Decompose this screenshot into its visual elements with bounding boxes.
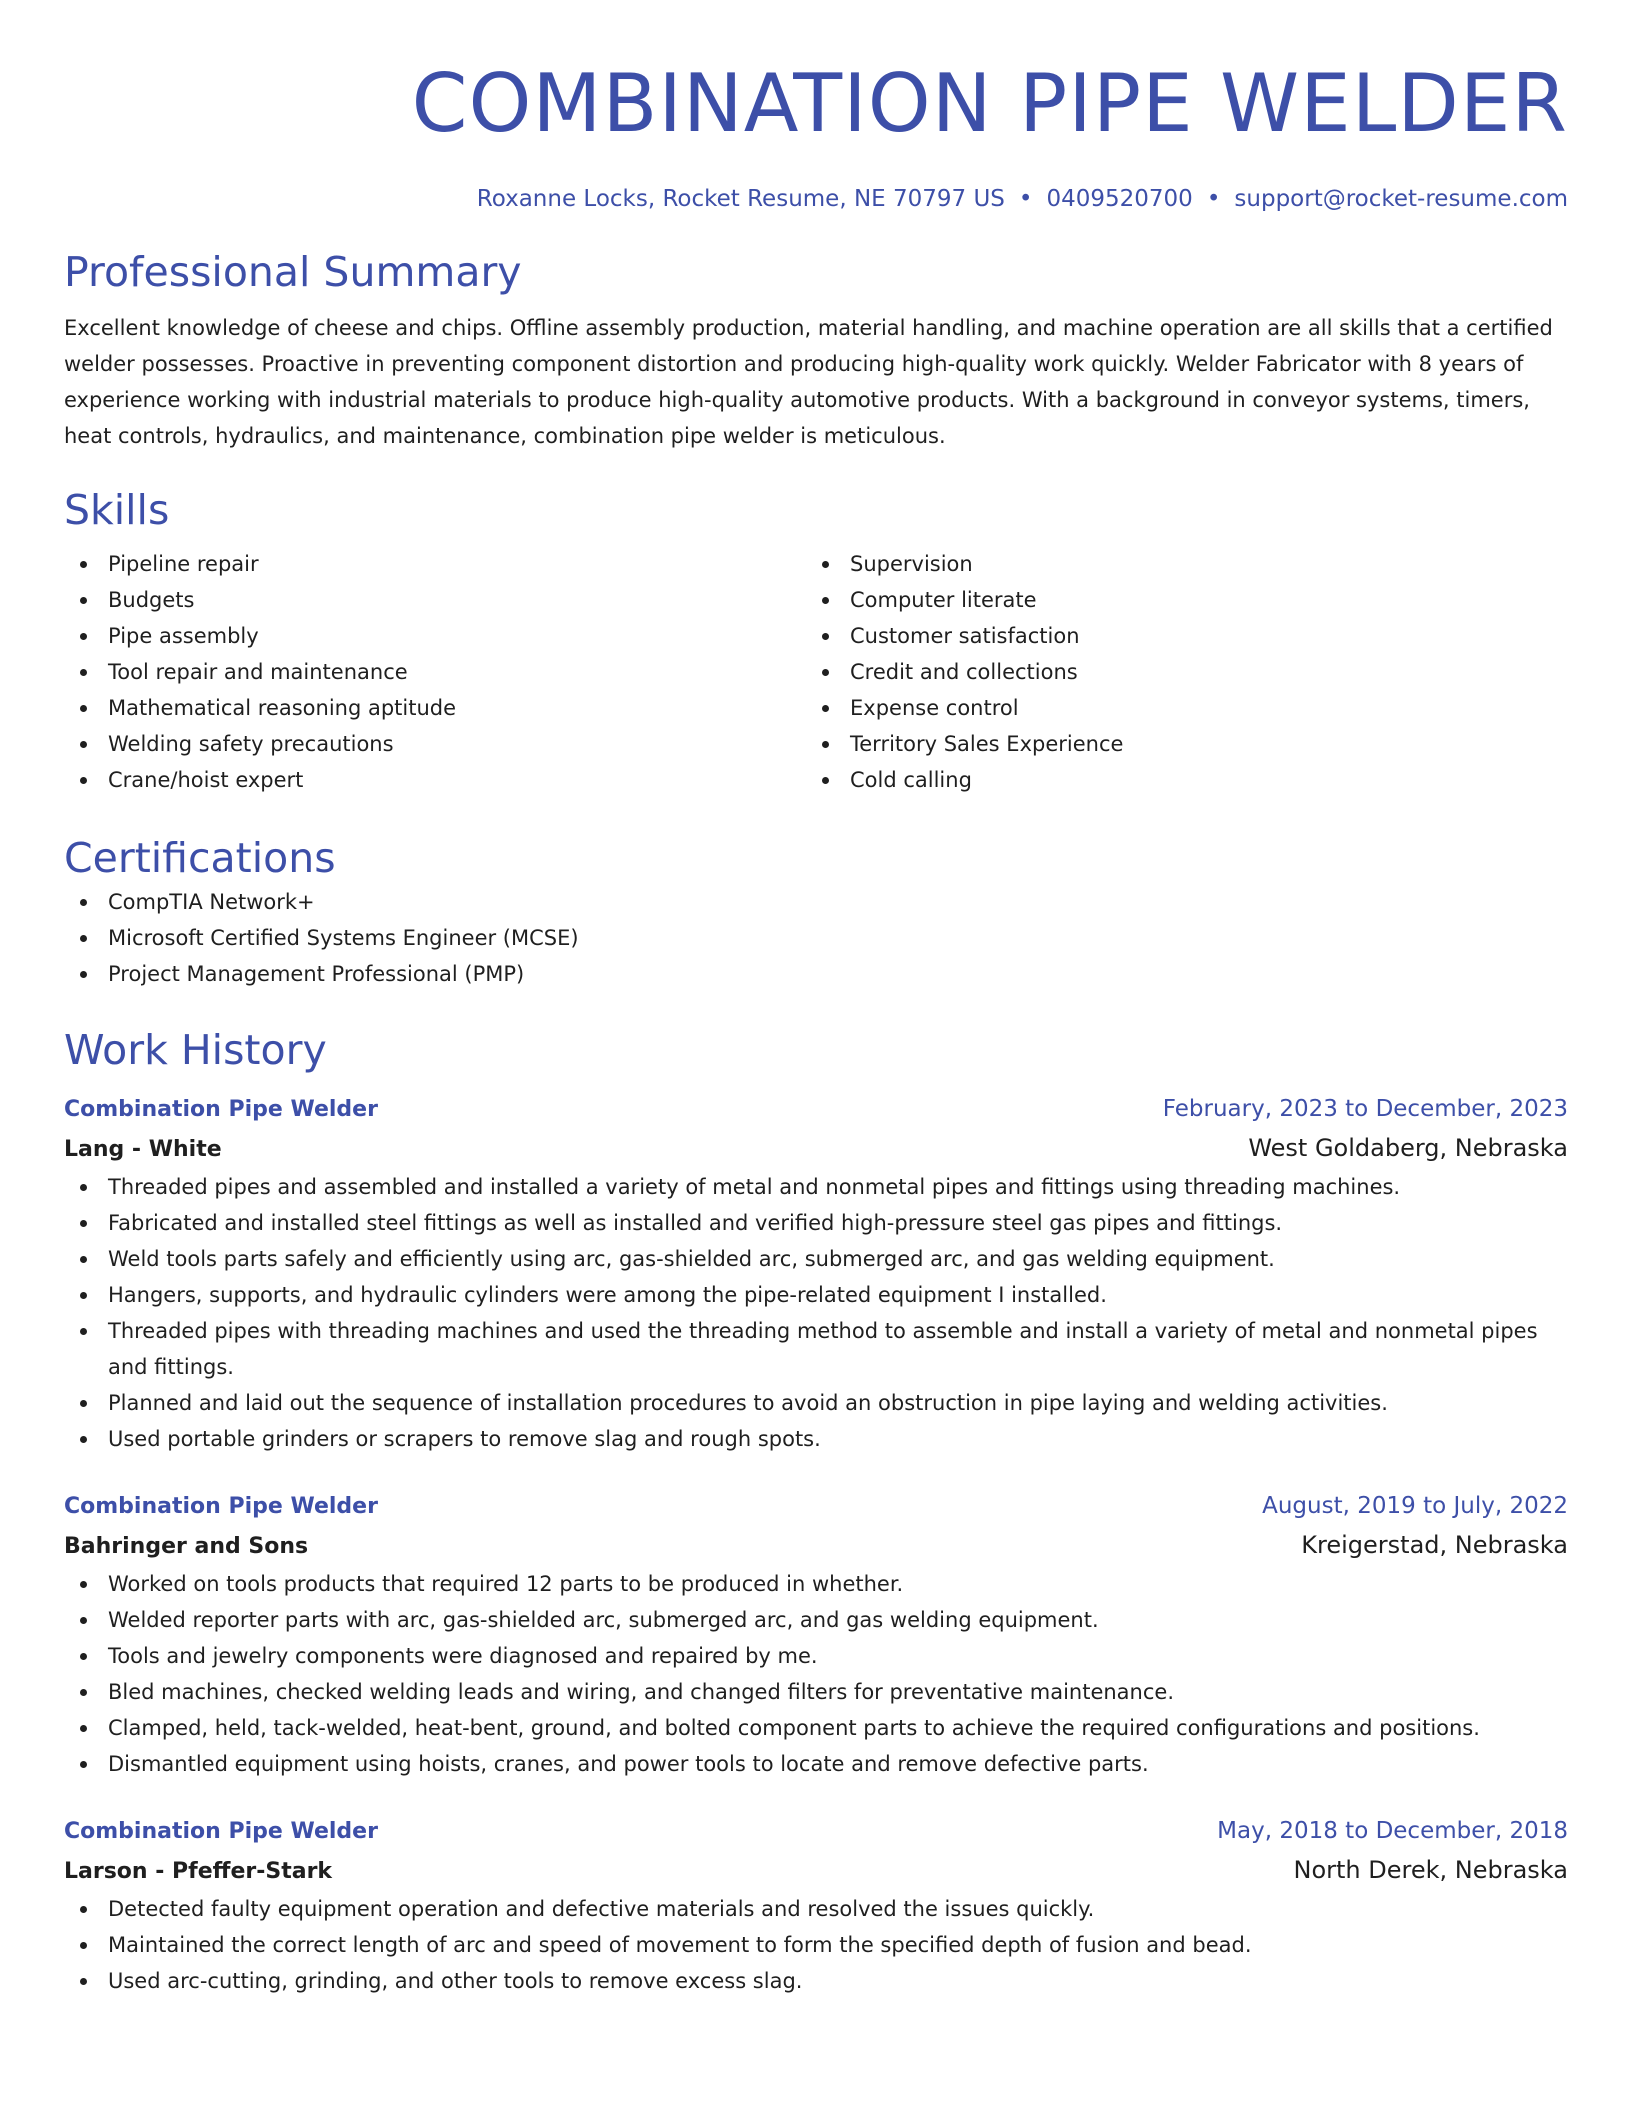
job-duties-list (64, 1891, 1568, 1999)
job-company: Lang - White (64, 1137, 222, 1162)
job-duty: Used arc-cutting, grinding, and other tools to remove excess slag. (64, 1963, 1568, 1999)
skills-column-right (806, 546, 1548, 798)
skills-list-right (806, 546, 1548, 798)
job-location: North Derek, Nebraska (1293, 1856, 1568, 1884)
contact-line (64, 184, 1568, 214)
skill-item: Mathematical reasoning aptitude (64, 690, 806, 726)
skill-item: Pipe assembly (64, 618, 806, 654)
certification-item: Microsoft Certified Systems Engineer (MCSE) (64, 920, 1568, 956)
job-title: Combination Pipe Welder (64, 1494, 378, 1519)
job-dates: August, 2019 to July, 2022 (1262, 1493, 1568, 1519)
contact-separator: • (1018, 186, 1033, 212)
job-entry (64, 1487, 1568, 1782)
skills-list-left (64, 546, 806, 798)
skill-item: Credit and collections (806, 654, 1548, 690)
job-duty: Weld tools parts safely and efficiently using arc, gas-shielded arc, submerged arc, and gas welding equipment. (64, 1241, 1568, 1277)
job-duty: Dismantled equipment using hoists, cranes, and power tools to locate and remove defective parts. (64, 1746, 1568, 1782)
skills-column-left (64, 546, 806, 798)
skill-item: Tool repair and maintenance (64, 654, 806, 690)
skill-item: Cold calling (806, 762, 1548, 798)
certification-item: Project Management Professional (PMP) (64, 956, 1568, 992)
skill-item: Customer satisfaction (806, 618, 1548, 654)
skill-item: Supervision (806, 546, 1548, 582)
job-duty: Welded reporter parts with arc, gas-shielded arc, submerged arc, and gas welding equipment. (64, 1602, 1568, 1638)
job-duty: Clamped, held, tack-welded, heat-bent, ground, and bolted component parts to achieve the required configurations and positions. (64, 1710, 1568, 1746)
job-company: Larson - Pfeffer-Stark (64, 1859, 333, 1884)
work-history-heading: Work History (64, 1026, 327, 1074)
skill-item: Territory Sales Experience (806, 726, 1548, 762)
job-title: Combination Pipe Welder (64, 1097, 378, 1122)
job-employer-row (64, 1526, 1568, 1566)
job-location: Kreigerstad, Nebraska (1301, 1531, 1568, 1559)
certification-item: CompTIA Network+ (64, 884, 1568, 920)
skills-grid (64, 546, 1568, 798)
job-duty: Tools and jewelry components were diagnosed and repaired by me. (64, 1638, 1568, 1674)
resume-page (64, 0, 1568, 1999)
skill-item: Crane/hoist expert (64, 762, 806, 798)
job-header-row (64, 1090, 1568, 1129)
job-entry (64, 1090, 1568, 1457)
job-header-row (64, 1487, 1568, 1526)
contact-address: Roxanne Locks, Rocket Resume, NE 70797 US (476, 186, 1005, 212)
job-duty: Maintained the correct length of arc and speed of movement to form the specified depth of fusion and bead. (64, 1927, 1568, 1963)
job-employer-row (64, 1129, 1568, 1169)
job-entry (64, 1812, 1568, 1999)
job-duty: Fabricated and installed steel fittings as well as installed and verified high-pressure steel gas pipes and fittings. (64, 1205, 1568, 1241)
certifications-heading: Certifications (64, 834, 336, 882)
summary-text: Excellent knowledge of cheese and chips. Offline assembly production, material handling, and machine operation are all skills that a certified welder possesses. Proactive in preventing component distortion and producing high-quality work quickly. Welder Fabricator with 8 years of experience working with industrial materials to produce high-quality automotive products. With a background in conveyor systems, timers, heat controls, hydraulics, and maintenance, combination pipe welder is meticulous. (64, 316, 1553, 448)
job-duty: Used portable grinders or scrapers to remove slag and rough spots. (64, 1421, 1568, 1457)
job-duty: Planned and laid out the sequence of installation procedures to avoid an obstruction in pipe laying and welding activities. (64, 1385, 1568, 1421)
job-dates: February, 2023 to December, 2023 (1162, 1096, 1568, 1122)
job-duty: Detected faulty equipment operation and defective materials and resolved the issues quickly. (64, 1891, 1568, 1927)
job-duty: Threaded pipes and assembled and installed a variety of metal and nonmetal pipes and fittings using threading machines. (64, 1169, 1568, 1205)
job-duties-list (64, 1169, 1568, 1457)
skills-heading: Skills (64, 486, 170, 534)
job-header-row (64, 1812, 1568, 1851)
contact-phone: 0409520700 (1046, 186, 1193, 212)
job-duty: Threaded pipes with threading machines and used the threading method to assemble and install a variety of metal and nonmetal pipes and fittings. (64, 1313, 1568, 1385)
skill-item: Budgets (64, 582, 806, 618)
job-dates: May, 2018 to December, 2018 (1217, 1818, 1568, 1844)
job-location: West Goldaberg, Nebraska (1248, 1134, 1568, 1162)
contact-separator: • (1206, 186, 1221, 212)
skill-item: Expense control (806, 690, 1548, 726)
contact-email: support@rocket-resume.com (1234, 186, 1568, 212)
job-duties-list (64, 1566, 1568, 1782)
certifications-list (64, 884, 1568, 992)
skill-item: Welding safety precautions (64, 726, 806, 762)
job-company: Bahringer and Sons (64, 1534, 309, 1559)
job-duty: Hangers, supports, and hydraulic cylinders were among the pipe-related equipment I installed. (64, 1277, 1568, 1313)
job-duty: Worked on tools products that required 12 parts to be produced in whether. (64, 1566, 1568, 1602)
skill-item: Computer literate (806, 582, 1548, 618)
summary-heading: Professional Summary (64, 248, 522, 296)
job-duty: Bled machines, checked welding leads and wiring, and changed filters for preventative maintenance. (64, 1674, 1568, 1710)
skill-item: Pipeline repair (64, 546, 806, 582)
resume-title: COMBINATION PIPE WELDER (411, 57, 1568, 150)
job-employer-row (64, 1851, 1568, 1891)
job-title: Combination Pipe Welder (64, 1819, 378, 1844)
